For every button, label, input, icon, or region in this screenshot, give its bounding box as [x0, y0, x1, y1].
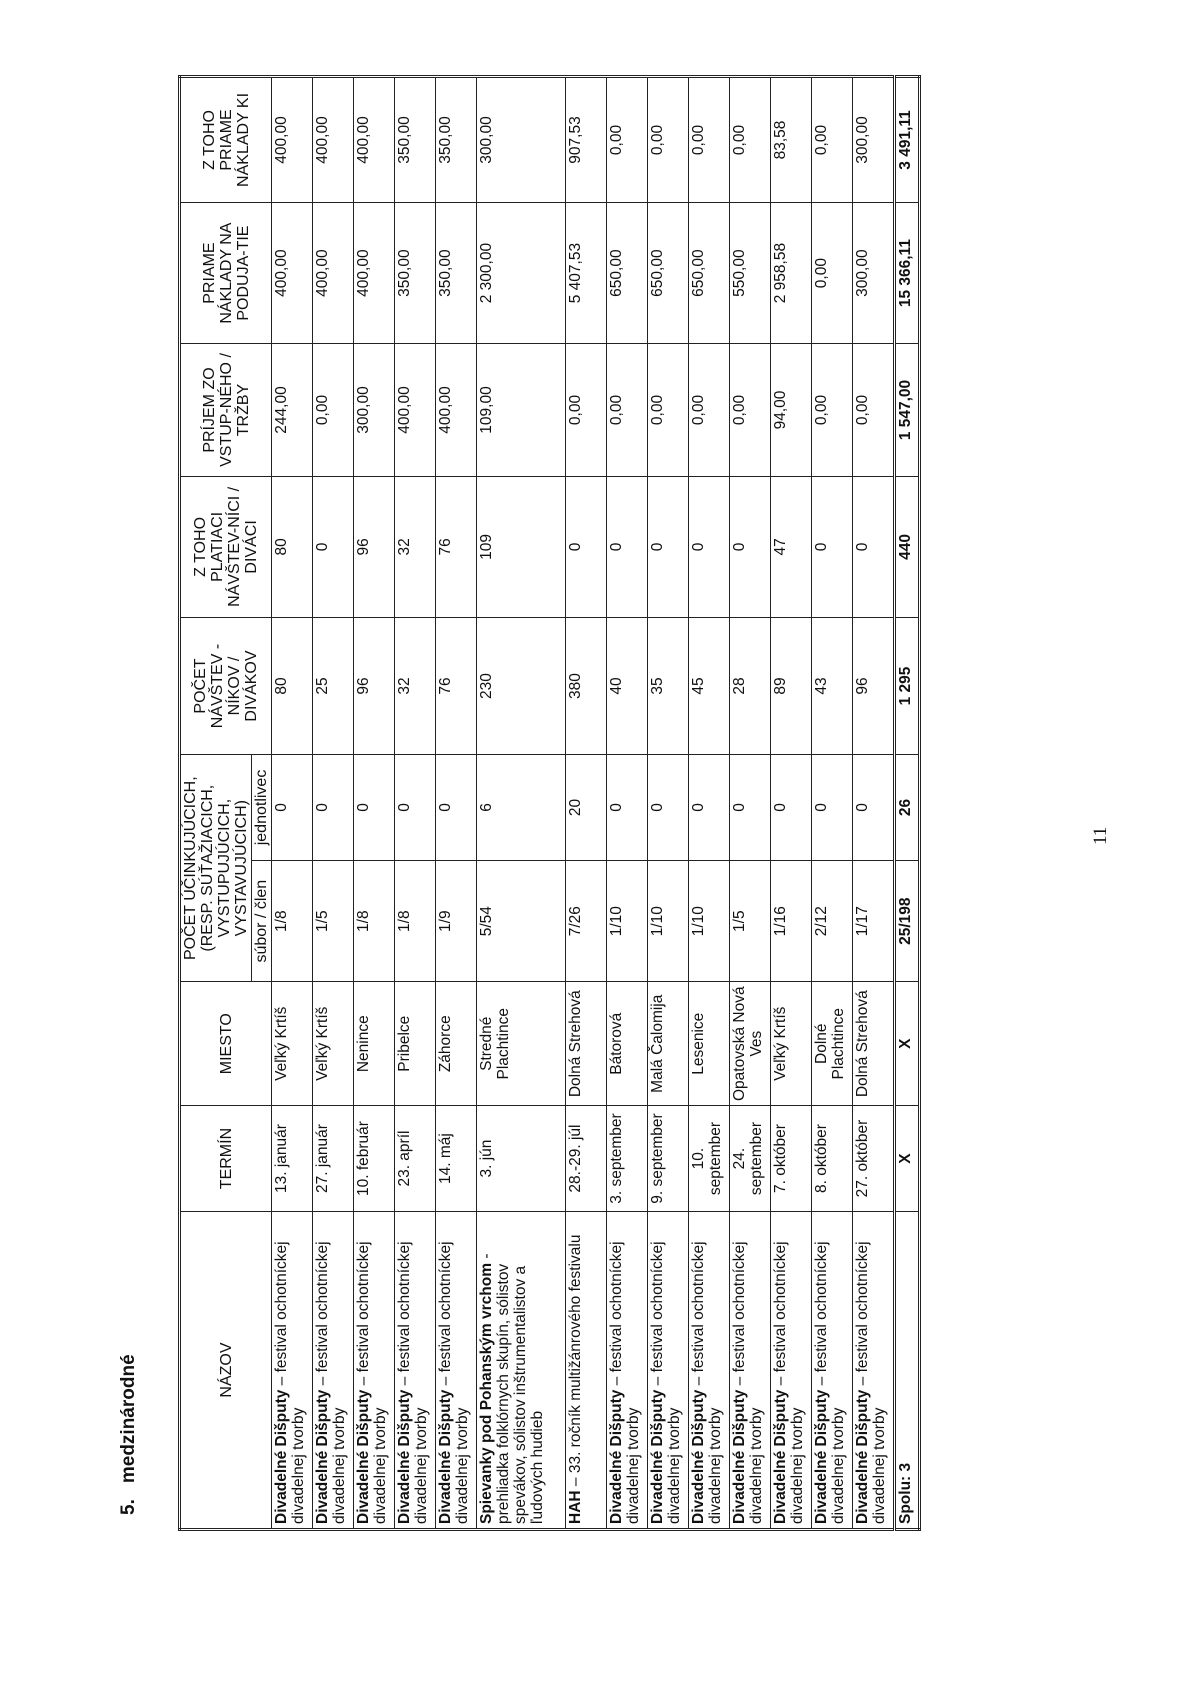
event-name-cell	[689, 1212, 730, 1530]
header-pocet-ucinkujucich: POČET ÚČINKUJÚCICH, (RESP. SÚŤAŽIACICH, VYSTUPUJÚCICH, VYSTAVUJÚCICH)	[180, 754, 252, 981]
table-row	[648, 77, 689, 1530]
total-miesto: X	[895, 982, 920, 1106]
cell-termin: 3. jún	[477, 1106, 566, 1212]
cell-jednotlivec: 0	[395, 754, 436, 860]
event-name-cell	[272, 1212, 313, 1530]
total-subor: 25/198	[895, 860, 920, 981]
event-name-description: – festival ochotníckej divadelnej tvorby	[608, 1241, 642, 1524]
cell-navstevnici: 96	[354, 618, 395, 755]
cell-naklady: 2 300,00	[477, 202, 566, 343]
cell-naklady: 300,00	[853, 202, 895, 343]
section-number: 5.	[118, 1499, 139, 1515]
cell-ki: 400,00	[354, 77, 395, 203]
cell-platiaci: 0	[689, 476, 730, 617]
cell-jednotlivec: 0	[771, 754, 812, 860]
cell-prijem: 0,00	[607, 344, 648, 476]
cell-subor: 1/10	[648, 860, 689, 981]
cell-subor: 1/16	[771, 860, 812, 981]
cell-navstevnici: 89	[771, 618, 812, 755]
cell-subor: 5/54	[477, 860, 566, 981]
total-platiaci: 440	[895, 476, 920, 617]
cell-navstevnici: 380	[566, 618, 607, 755]
event-name-cell	[607, 1212, 648, 1530]
table-row	[853, 77, 895, 1530]
table-row	[436, 77, 477, 1530]
cell-miesto: Veľký Krtíš	[771, 982, 812, 1106]
event-name-description: – festival ochotníckej divadelnej tvorby	[273, 1241, 307, 1524]
total-ki: 3 491,11	[895, 77, 920, 203]
event-name-description: – festival ochotníckej divadelnej tvorby	[813, 1241, 847, 1524]
cell-subor: 1/8	[395, 860, 436, 981]
event-name-description: – festival ochotníckej divadelnej tvorby	[396, 1241, 430, 1524]
cell-termin: 10. február	[354, 1106, 395, 1212]
cell-platiaci: 96	[354, 476, 395, 617]
cell-miesto: Pribelce	[395, 982, 436, 1106]
cell-prijem: 0,00	[313, 344, 354, 476]
cell-prijem: 109,00	[477, 344, 566, 476]
total-prijem: 1 547,00	[895, 344, 920, 476]
cell-platiaci: 0	[648, 476, 689, 617]
cell-subor: 1/10	[607, 860, 648, 981]
header-pocet-navstevnikov: POČET NÁVŠTEV -NÍKOV / DIVÁKOV	[180, 618, 272, 755]
header-termin: TERMÍN	[180, 1106, 272, 1212]
event-name-bold: HAH	[567, 1490, 584, 1524]
cell-navstevnici: 25	[313, 618, 354, 755]
table-row	[812, 77, 853, 1530]
cell-ki: 0,00	[730, 77, 771, 203]
event-name-bold: Divadelné Dišputy	[854, 1389, 871, 1524]
event-name-bold: Divadelné Dišputy	[813, 1389, 830, 1524]
event-name-bold: Divadelné Dišputy	[396, 1389, 413, 1524]
cell-prijem: 0,00	[730, 344, 771, 476]
cell-naklady: 650,00	[648, 202, 689, 343]
cell-naklady: 350,00	[436, 202, 477, 343]
table-row	[730, 77, 771, 1530]
cell-naklady: 650,00	[689, 202, 730, 343]
event-name-cell	[730, 1212, 771, 1530]
table-row	[607, 77, 648, 1530]
event-name-bold: Divadelné Dišputy	[273, 1389, 290, 1524]
cell-termin: 8. október	[812, 1106, 853, 1212]
header-nazov: NÁZOV	[180, 1212, 272, 1530]
cell-jednotlivec: 0	[272, 754, 313, 860]
cell-termin: 13. január	[272, 1106, 313, 1212]
cell-prijem: 0,00	[648, 344, 689, 476]
table-row	[272, 77, 313, 1530]
event-name-cell	[395, 1212, 436, 1530]
cell-termin: 10. september	[689, 1106, 730, 1212]
event-name-cell	[853, 1212, 895, 1530]
header-miesto: MIESTO	[180, 982, 272, 1106]
header-priame-naklady: PRIAME NÁKLADY NA PODUJA-TIE	[180, 202, 272, 343]
total-naklady: 15 366,11	[895, 202, 920, 343]
cell-prijem: 94,00	[771, 344, 812, 476]
cell-prijem: 0,00	[689, 344, 730, 476]
header-prijem: PRÍJEM ZO VSTUP-NÉHO / TRŽBY	[180, 344, 272, 476]
cell-termin: 24. september	[730, 1106, 771, 1212]
table-row	[354, 77, 395, 1530]
cell-miesto: Bátorová	[607, 982, 648, 1106]
event-name-bold: Divadelné Dišputy	[314, 1389, 331, 1524]
cell-navstevnici: 40	[607, 618, 648, 755]
cell-miesto: Dolná Strehová	[566, 982, 607, 1106]
event-name-description: – festival ochotníckej divadelnej tvorby	[690, 1241, 724, 1524]
cell-jednotlivec: 0	[730, 754, 771, 860]
event-name-description: - prehliadka folklórnych skupín, sólistov spevákov, sólistov inštrumentalistov a ľudových hudieb	[478, 1253, 546, 1524]
cell-platiaci: 47	[771, 476, 812, 617]
cell-subor: 1/5	[313, 860, 354, 981]
section-heading	[118, 1354, 140, 1515]
table-row	[477, 77, 566, 1530]
cell-navstevnici: 35	[648, 618, 689, 755]
cell-miesto: Nenince	[354, 982, 395, 1106]
cell-platiaci: 32	[395, 476, 436, 617]
header-subor-clen: súbor / člen	[252, 860, 272, 981]
cell-termin: 28.-29. júl	[566, 1106, 607, 1212]
event-name-description: – festival ochotníckej divadelnej tvorby	[314, 1241, 348, 1524]
cell-naklady: 400,00	[313, 202, 354, 343]
cell-miesto: Dolné Plachtince	[812, 982, 853, 1106]
table-row	[566, 77, 607, 1530]
cell-jednotlivec: 0	[689, 754, 730, 860]
cell-jednotlivec: 6	[477, 754, 566, 860]
event-name-cell	[648, 1212, 689, 1530]
cell-platiaci: 0	[730, 476, 771, 617]
cell-miesto: Veľký Krtíš	[313, 982, 354, 1106]
event-name-description: – festival ochotníckej divadelnej tvorby	[772, 1241, 806, 1524]
event-name-bold: Divadelné Dišputy	[608, 1389, 625, 1524]
event-name-cell	[771, 1212, 812, 1530]
cell-navstevnici: 45	[689, 618, 730, 755]
cell-platiaci: 0	[853, 476, 895, 617]
page-number: 11	[1090, 826, 1111, 845]
total-termin: X	[895, 1106, 920, 1212]
cell-ki: 350,00	[395, 77, 436, 203]
cell-prijem: 400,00	[395, 344, 436, 476]
cell-jednotlivec: 0	[812, 754, 853, 860]
cell-miesto: Veľký Krtíš	[272, 982, 313, 1106]
cell-ki: 0,00	[812, 77, 853, 203]
cell-miesto: Lesenice	[689, 982, 730, 1106]
cell-jednotlivec: 0	[607, 754, 648, 860]
cell-platiaci: 76	[436, 476, 477, 617]
cell-ki: 350,00	[436, 77, 477, 203]
event-name-bold: Spievanky pod Pohanským vrchom	[478, 1262, 495, 1524]
cell-ki: 400,00	[272, 77, 313, 203]
cell-jednotlivec: 0	[853, 754, 895, 860]
cell-platiaci: 0	[607, 476, 648, 617]
cell-navstevnici: 32	[395, 618, 436, 755]
cell-subor: 7/26	[566, 860, 607, 981]
cell-naklady: 650,00	[607, 202, 648, 343]
event-name-bold: Divadelné Dišputy	[437, 1389, 454, 1524]
cell-ki: 907,53	[566, 77, 607, 203]
cell-jednotlivec: 20	[566, 754, 607, 860]
event-name-cell	[354, 1212, 395, 1530]
cell-subor: 1/10	[689, 860, 730, 981]
cell-subor: 1/17	[853, 860, 895, 981]
cell-naklady: 550,00	[730, 202, 771, 343]
cell-ki: 300,00	[477, 77, 566, 203]
event-name-description: – festival ochotníckej divadelnej tvorby	[355, 1241, 389, 1524]
event-name-bold: Divadelné Dišputy	[731, 1389, 748, 1524]
total-jednotlivec: 26	[895, 754, 920, 860]
cell-prijem: 0,00	[853, 344, 895, 476]
event-name-description: – festival ochotníckej divadelnej tvorby	[437, 1241, 471, 1524]
cell-termin: 14. máj	[436, 1106, 477, 1212]
header-z-toho-priame: Z TOHO PRIAME NÁKLADY KI	[180, 77, 272, 203]
cell-platiaci: 109	[477, 476, 566, 617]
event-name-cell	[313, 1212, 354, 1530]
cell-miesto: Malá Čalomija	[648, 982, 689, 1106]
event-name-description: – festival ochotníckej divadelnej tvorby	[854, 1241, 888, 1524]
header-jednotlivec: jednotlivec	[252, 754, 272, 860]
cell-navstevnici: 28	[730, 618, 771, 755]
cell-prijem: 300,00	[354, 344, 395, 476]
event-name-bold: Divadelné Dišputy	[772, 1389, 789, 1524]
table-row	[771, 77, 812, 1530]
cell-naklady: 350,00	[395, 202, 436, 343]
cell-naklady: 5 407,53	[566, 202, 607, 343]
cell-ki: 300,00	[853, 77, 895, 203]
cell-naklady: 0,00	[812, 202, 853, 343]
header-row-1	[180, 77, 252, 1530]
cell-navstevnici: 80	[272, 618, 313, 755]
cell-miesto: Záhorce	[436, 982, 477, 1106]
cell-naklady: 400,00	[272, 202, 313, 343]
cell-subor: 1/8	[354, 860, 395, 981]
cell-navstevnici: 76	[436, 618, 477, 755]
cell-termin: 3. september	[607, 1106, 648, 1212]
total-navstevnici: 1 295	[895, 618, 920, 755]
cell-platiaci: 80	[272, 476, 313, 617]
cell-platiaci: 0	[812, 476, 853, 617]
event-name-bold: Divadelné Dišputy	[690, 1389, 707, 1524]
cell-naklady: 2 958,58	[771, 202, 812, 343]
table-row	[313, 77, 354, 1530]
cell-ki: 0,00	[607, 77, 648, 203]
table-row	[395, 77, 436, 1530]
cell-naklady: 400,00	[354, 202, 395, 343]
cell-subor: 1/5	[730, 860, 771, 981]
total-label: Spolu: 3	[895, 1212, 920, 1530]
cell-prijem: 400,00	[436, 344, 477, 476]
total-row	[895, 77, 920, 1530]
cell-jednotlivec: 0	[436, 754, 477, 860]
cell-miesto: Dolná Strehová	[853, 982, 895, 1106]
table-row	[689, 77, 730, 1530]
cell-navstevnici: 230	[477, 618, 566, 755]
event-name-description: – festival ochotníckej divadelnej tvorby	[731, 1241, 765, 1524]
table-body	[272, 77, 895, 1530]
events-table	[178, 75, 921, 1531]
cell-jednotlivec: 0	[313, 754, 354, 860]
event-name-bold: Divadelné Dišputy	[649, 1389, 666, 1524]
cell-prijem: 0,00	[566, 344, 607, 476]
cell-termin: 27. október	[853, 1106, 895, 1212]
cell-platiaci: 0	[313, 476, 354, 617]
cell-termin: 27. január	[313, 1106, 354, 1212]
cell-ki: 0,00	[648, 77, 689, 203]
cell-navstevnici: 43	[812, 618, 853, 755]
event-name-description: – festival ochotníckej divadelnej tvorby	[649, 1241, 683, 1524]
event-name-cell	[812, 1212, 853, 1530]
cell-platiaci: 0	[566, 476, 607, 617]
cell-ki: 400,00	[313, 77, 354, 203]
cell-subor: 1/8	[272, 860, 313, 981]
event-name-cell	[566, 1212, 607, 1530]
cell-ki: 83,58	[771, 77, 812, 203]
cell-termin: 9. september	[648, 1106, 689, 1212]
cell-termin: 23. apríl	[395, 1106, 436, 1212]
section-title: medzinárodné	[118, 1354, 139, 1484]
cell-miesto: Stredné Plachtince	[477, 982, 566, 1106]
cell-jednotlivec: 0	[354, 754, 395, 860]
event-name-bold: Divadelné Dišputy	[355, 1389, 372, 1524]
event-name-cell	[477, 1212, 566, 1530]
cell-ki: 0,00	[689, 77, 730, 203]
cell-subor: 2/12	[812, 860, 853, 981]
cell-subor: 1/9	[436, 860, 477, 981]
cell-jednotlivec: 0	[648, 754, 689, 860]
cell-prijem: 0,00	[812, 344, 853, 476]
event-name-description: – 33. ročník multižánrového festivalu	[567, 1234, 584, 1491]
cell-navstevnici: 96	[853, 618, 895, 755]
cell-miesto: Opatovská Nová Ves	[730, 982, 771, 1106]
header-platiaci: Z TOHO PLATIACI NÁVŠTEV-NÍCI / DIVÁCI	[180, 476, 272, 617]
event-name-cell	[436, 1212, 477, 1530]
cell-termin: 7. október	[771, 1106, 812, 1212]
cell-prijem: 244,00	[272, 344, 313, 476]
